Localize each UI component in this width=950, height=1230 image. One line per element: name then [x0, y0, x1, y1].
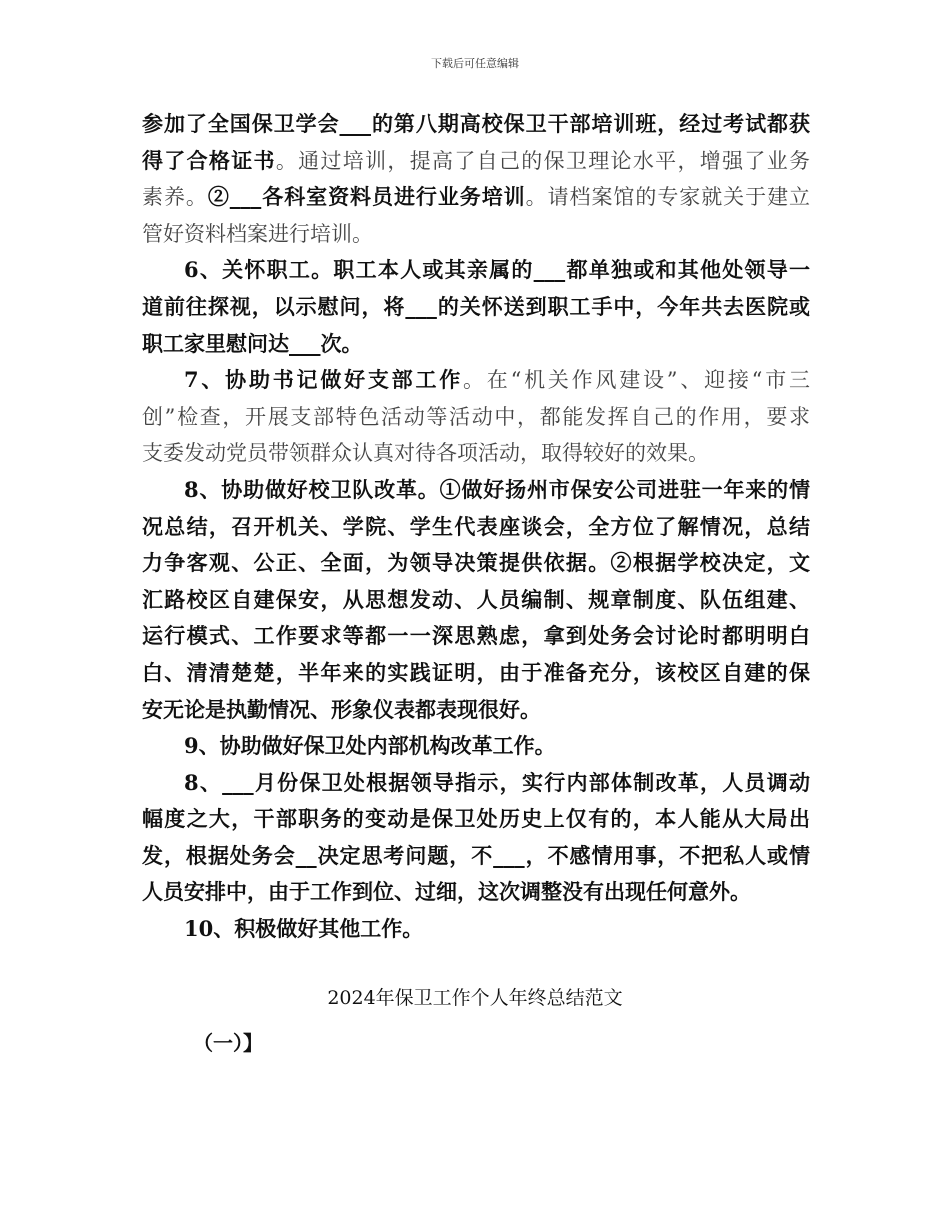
text-line	[142, 911, 810, 948]
text-line	[142, 289, 810, 326]
text-run: 运行模式、工作要求等都一一深思熟虑，拿到处务会讨论时都明明白	[142, 623, 810, 649]
text-line	[142, 179, 810, 216]
text-line	[142, 326, 810, 363]
text-line	[142, 399, 810, 436]
text-line	[142, 252, 810, 289]
text-run: ②___各科室资料员进行业务培训	[207, 184, 526, 210]
paragraph	[142, 252, 810, 362]
subheading: （一）】	[193, 1031, 263, 1055]
section-title: 2024年保卫工作个人年终总结范文	[327, 987, 623, 1009]
text-run: 创”检查，开展支部特色活动等活动中，都能发挥自己的作用，要求	[142, 404, 810, 429]
text-line	[142, 801, 810, 838]
text-run: 发，根据处务会__决定思考问题，不___，不感情用事，不把私人或情	[142, 842, 810, 868]
text-run: 得了合格证书	[142, 147, 276, 173]
text-run: 幅度之大，干部职务的变动是保卫处历史上仅有的，本人能从大局出	[142, 806, 810, 832]
text-line	[142, 655, 810, 692]
text-line	[142, 582, 810, 619]
text-run: 职工家里慰问达___次。	[142, 330, 363, 356]
text-run: 。在“机关作风建设”、迎接“市三	[463, 368, 810, 393]
page-header: 下载后可任意编辑	[431, 57, 519, 70]
text-run: 安无论是执勤情况、形象仪表都表现很好。	[142, 696, 541, 722]
text-line	[142, 874, 810, 911]
text-line	[142, 509, 810, 546]
paragraph	[142, 911, 810, 948]
text-run: 人员安排中，由于工作到位、过细，这次调整没有出现任何意外。	[142, 879, 751, 905]
text-run: 6、关怀职工。职工本人或其亲属的___都单独或和其他处领导一	[184, 257, 810, 283]
text-line	[142, 106, 810, 143]
text-line	[142, 618, 810, 655]
text-run: 管好资料档案进行培训。	[142, 221, 373, 246]
text-run: 道前往探视，以示慰问，将___的关怀送到职工手中，今年共去医院或	[142, 293, 810, 319]
text-line	[142, 216, 810, 253]
text-line	[142, 472, 810, 509]
paragraph	[142, 106, 810, 252]
text-run: 9、协助做好保卫处内部机构改革工作。	[184, 733, 556, 759]
text-run: 7、协助书记做好支部工作	[184, 367, 464, 393]
text-run: 。请档案馆的专家就关于建立	[525, 185, 810, 210]
text-run: 力争客观、公正、全面，为领导决策提供依据。②根据学校决定，文	[142, 550, 810, 576]
text-line	[142, 435, 810, 472]
text-run: 支委发动党员带领群众认真对待各项活动，取得较好的效果。	[142, 441, 709, 466]
paragraph	[142, 728, 810, 765]
text-run: 汇路校区自建保安，从思想发动、人员编制、规章制度、队伍组建、	[142, 586, 810, 612]
text-run: 况总结，召开机关、学院、学生代表座谈会，全方位了解情况，总结	[142, 513, 810, 539]
text-run: 素养。	[142, 185, 208, 210]
text-line	[142, 728, 810, 765]
text-run: 10、积极做好其他工作。	[184, 916, 424, 942]
text-run: 白、清清楚楚，半年来的实践证明，由于准备充分，该校区自建的保	[142, 659, 810, 685]
paragraph	[142, 472, 810, 728]
paragraph	[142, 765, 810, 911]
text-line	[142, 143, 810, 180]
text-run: 8、协助做好校卫队改革。①做好扬州市保安公司进驻一年来的情	[184, 476, 810, 502]
text-run: 。通过培训，提高了自己的保卫理论水平，增强了业务	[275, 148, 810, 173]
document-body	[142, 106, 810, 948]
text-line	[142, 765, 810, 802]
text-run: 参加了全国保卫学会___的第八期高校保卫干部培训班，经过考试都获	[142, 111, 810, 136]
text-line	[142, 838, 810, 875]
text-line	[142, 362, 810, 399]
text-run: 8、___月份保卫处根据领导指示，实行内部体制改革，人员调动	[184, 769, 810, 795]
text-line	[142, 545, 810, 582]
text-line	[142, 692, 810, 729]
paragraph	[142, 362, 810, 472]
